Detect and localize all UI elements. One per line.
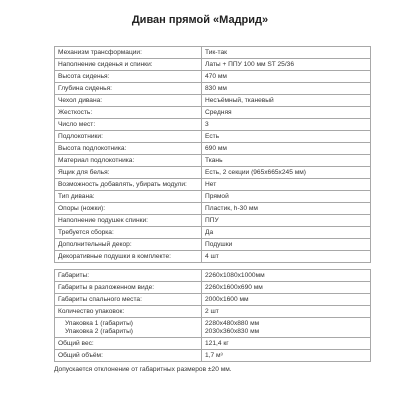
spec-row [55, 191, 371, 203]
spec-label: Наполнение сиденья и спинки: [55, 59, 202, 71]
spec-row [55, 179, 371, 191]
spec-row [55, 95, 371, 107]
spec-value: 690 мм [202, 143, 371, 155]
spec-row [55, 318, 371, 338]
spec-label: Габариты: [55, 270, 202, 282]
spec-value: Тик-так [202, 47, 371, 59]
spec-value: 4 шт [202, 251, 371, 263]
spec-value: 2 шт [202, 306, 371, 318]
spec-label: Ящик для белья: [55, 167, 202, 179]
spec-row [55, 239, 371, 251]
spec-row [55, 215, 371, 227]
spec-value: 830 мм [202, 83, 371, 95]
specs-dimensions-table [54, 269, 371, 362]
specs-main-table [54, 46, 371, 263]
spec-row [55, 71, 371, 83]
spec-label: Жесткость: [55, 107, 202, 119]
spec-label: Высота подлокотника: [55, 143, 202, 155]
spec-value: 470 мм [202, 71, 371, 83]
spec-label: Возможность добавлять, убирать модули: [55, 179, 202, 191]
spec-row [55, 47, 371, 59]
spec-value: Латы + ППУ 100 мм ST 25/36 [202, 59, 371, 71]
spec-label: Упаковка 1 (габариты) Упаковка 2 (габариты) [55, 318, 202, 338]
spec-row [55, 282, 371, 294]
spec-row [55, 59, 371, 71]
spec-row [55, 167, 371, 179]
spec-value: Нет [202, 179, 371, 191]
spec-label: Чехол дивана: [55, 95, 202, 107]
spec-label: Требуется сборка: [55, 227, 202, 239]
spec-label: Наполнение подушек спинки: [55, 215, 202, 227]
spec-value: 2280x480x880 мм 2030x360x830 мм [202, 318, 371, 338]
spec-value: Несъёмный, тканевый [202, 95, 371, 107]
spec-row [55, 350, 371, 362]
spec-label: Подлокотники: [55, 131, 202, 143]
spec-row [55, 203, 371, 215]
tolerance-note: Допускается отклонение от габаритных размеров ±20 мм. [54, 366, 232, 373]
spec-row [55, 251, 371, 263]
spec-value: 3 [202, 119, 371, 131]
spec-row [55, 338, 371, 350]
spec-row [55, 306, 371, 318]
spec-value: Прямой [202, 191, 371, 203]
spec-value: Ткань [202, 155, 371, 167]
spec-label: Габариты спального места: [55, 294, 202, 306]
spec-label: Высота сиденья: [55, 71, 202, 83]
page-title: Диван прямой «Мадрид» [131, 14, 269, 26]
spec-row [55, 270, 371, 282]
spec-value: ППУ [202, 215, 371, 227]
spec-value: 1,7 м³ [202, 350, 371, 362]
spec-row [55, 131, 371, 143]
spec-value: Подушки [202, 239, 371, 251]
spec-row [55, 107, 371, 119]
spec-value: Да [202, 227, 371, 239]
spec-value: 121,4 кг [202, 338, 371, 350]
spec-value: Есть, 2 секции (965x665x245 мм) [202, 167, 371, 179]
spec-value: 2000x1600 мм [202, 294, 371, 306]
spec-label: Материал подлокотника: [55, 155, 202, 167]
spec-value: Пластик, h-30 мм [202, 203, 371, 215]
spec-value: Есть [202, 131, 371, 143]
spec-label: Декоративные подушки в комплекте: [55, 251, 202, 263]
spec-label: Механизм трансформации: [55, 47, 202, 59]
spec-value: 2260x1080x1000мм [202, 270, 371, 282]
spec-label: Дополнительный декор: [55, 239, 202, 251]
spec-label: Число мест: [55, 119, 202, 131]
spec-label: Габариты в разложенном виде: [55, 282, 202, 294]
spec-row [55, 119, 371, 131]
spec-row [55, 83, 371, 95]
spec-value: Средняя [202, 107, 371, 119]
spec-value: 2260x1600x690 мм [202, 282, 371, 294]
spec-label: Общий вес: [55, 338, 202, 350]
spec-label: Общий объём: [55, 350, 202, 362]
spec-label: Количество упаковок: [55, 306, 202, 318]
spec-row [55, 227, 371, 239]
spec-label: Тип дивана: [55, 191, 202, 203]
spec-label: Опоры (ножки): [55, 203, 202, 215]
spec-row [55, 155, 371, 167]
spec-row [55, 143, 371, 155]
spec-label: Глубина сиденья: [55, 83, 202, 95]
spec-row [55, 294, 371, 306]
